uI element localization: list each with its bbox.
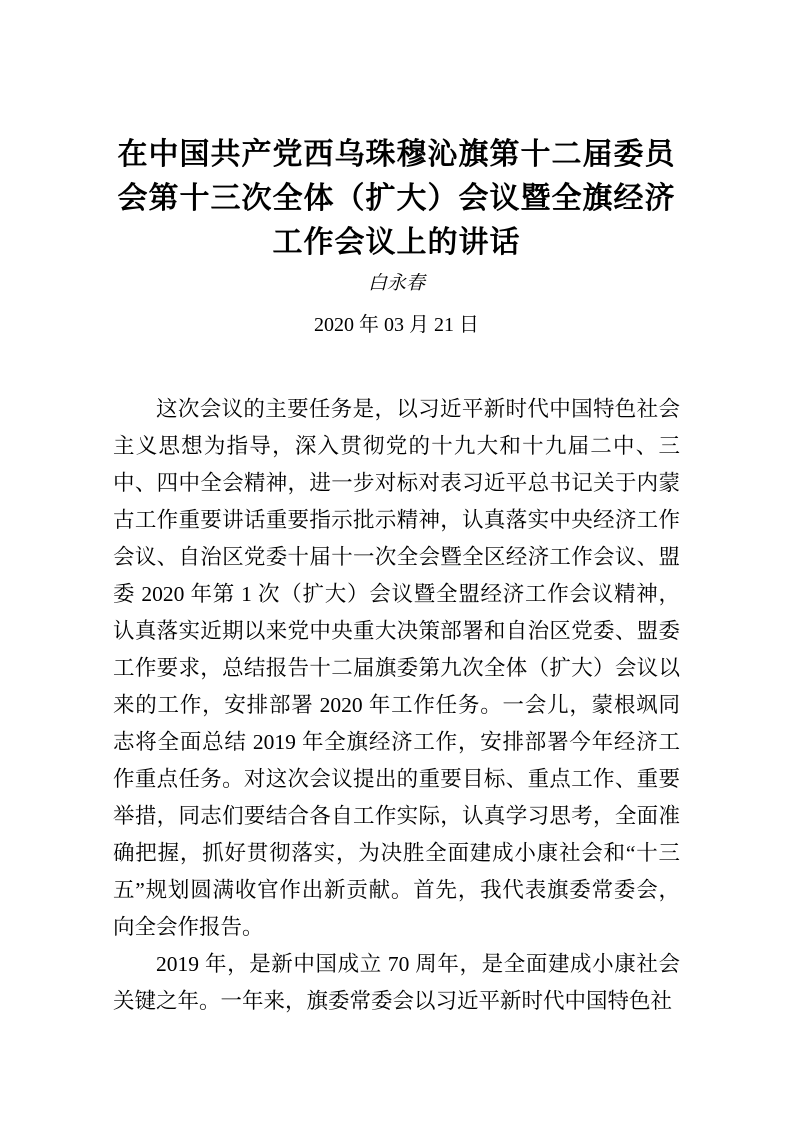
document-title: 在中国共产党西乌珠穆沁旗第十二届委员会第十三次全体（扩大）会议暨全旗经济工作会议上的讲话: [117, 138, 676, 259]
body-paragraph: 2019 年，是新中国成立 70 周年，是全面建成小康社会关键之年。一年来，旗委常委会以习近平新时代中国特色社: [113, 952, 680, 1013]
publish-date: 2020 年 03 月 21 日: [314, 314, 479, 336]
author-name: 白永春: [367, 273, 425, 294]
document-body: [113, 391, 680, 1020]
body-paragraph: 这次会议的主要任务是，以习近平新时代中国特色社会主义思想为指导，深入贯彻党的十九大和十九届二中、三中、四中全会精神，进一步对标对表习近平总书记关于内蒙古工作重要讲话重要指示批示精神，认真落实中央经济工作会议、自治区党委十届十一次全会暨全区经济工作会议、盟委 2020 年第 1 次（扩大）会议暨全盟经济工作会议精神，认真落实近期以来党中央重大决策部署和自治区党委、盟委工作要求，总结报告十二届旗委第九次全体（扩大）会议以来的工作，安排部署 2020 年工作任务。一会儿，蒙根飒同志将全面总结 2019 年全旗经济工作，安排部署今年经济工作重点任务。对这次会议提出的重要目标、重点工作、重要举措，同志们要结合各自工作实际，认真学习思考，全面准确把握，抓好贯彻落实，为决胜全面建成小康社会和“十三五”规划圆满收官作出新贡献。首先，我代表旗委常委会，向全会作报告。: [113, 397, 680, 939]
